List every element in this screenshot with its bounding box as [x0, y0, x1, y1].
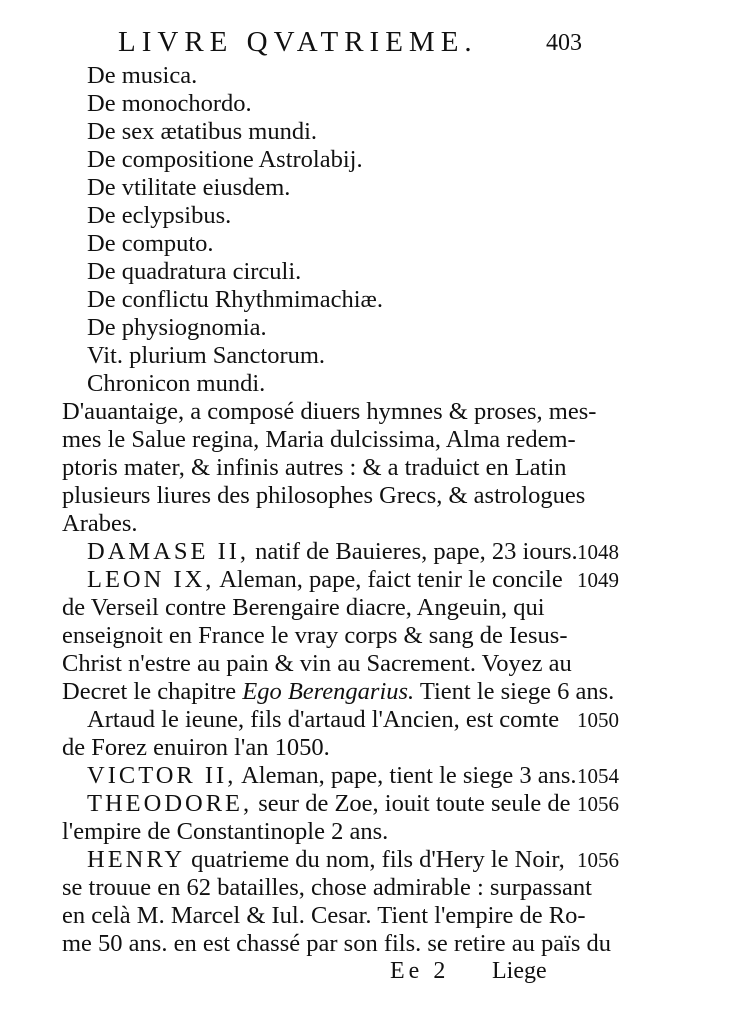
entry-text: natif de Bauieres, pape, 23 iours. [249, 538, 578, 565]
entry-name: VICTOR II, [87, 762, 237, 789]
entry-line: enseignoit en France le vray corps & sang de Iesus- [62, 622, 568, 649]
entry-text: Tient le siege 6 ans. [414, 678, 615, 705]
page-number: 403 [546, 30, 582, 56]
entry-text: Aleman, pape, faict tenir le concile [214, 566, 563, 593]
margin-year: 1056 [577, 792, 619, 816]
entry-line: Christ n'estre au pain & vin au Sacrement. Voyez au [62, 650, 572, 677]
list-item: De physiognomia. [87, 314, 267, 341]
entry-line [87, 566, 563, 594]
entry-name: LEON IX, [87, 566, 215, 593]
entry-text: quatrieme du nom, fils d'Hery le Noir, [185, 846, 565, 873]
entry-name: THEODORE, [87, 790, 253, 817]
decree-title: Ego Berengarius. [242, 678, 415, 705]
list-item: De quadratura circuli. [87, 258, 302, 285]
entry-text: Aleman, pape, tient le siege 3 ans. [236, 762, 577, 789]
margin-year: 1049 [577, 568, 619, 592]
entry-line: me 50 ans. en est chassé par son fils. se retire au païs du [62, 930, 612, 957]
margin-year: 1054 [577, 764, 619, 788]
entry-line [87, 762, 577, 790]
entry-line [62, 678, 614, 706]
entry-line: en celà M. Marcel & Iul. Cesar. Tient l'empire de Ro- [62, 902, 586, 929]
page-header [118, 22, 598, 62]
catchword: Liege [492, 958, 547, 984]
list-item: De sex ætatibus mundi. [87, 118, 318, 145]
list-item: De conflictu Rhythmimachiæ. [87, 286, 383, 313]
paragraph-line: Arabes. [62, 510, 138, 537]
paragraph-line: mes le Salue regina, Maria dulcissima, Alma redem- [62, 426, 576, 453]
margin-year: 1050 [577, 708, 619, 732]
paragraph-line: plusieurs liures des philosophes Grecs, & astrologues [62, 482, 586, 509]
list-item: De monochordo. [87, 90, 252, 117]
entry-line: l'empire de Constantinople 2 ans. [62, 818, 389, 845]
paragraph-line: D'auantaige, a composé diuers hymnes & proses, mes- [62, 398, 597, 425]
page-footer [0, 958, 743, 988]
entry-line: de Verseil contre Berengaire diacre, Angeuin, qui [62, 594, 545, 621]
entry-name: DAMASE II, [87, 538, 250, 565]
entry-line: se trouue en 62 batailles, chose admirable : surpassant [62, 874, 592, 901]
list-item: De musica. [87, 62, 198, 89]
list-item: Vit. plurium Sanctorum. [87, 342, 326, 369]
entry-line [87, 538, 578, 566]
list-item: De compositione Astrolabij. [87, 146, 363, 173]
entry-line: de Forez enuiron l'an 1050. [62, 734, 330, 761]
margin-year: 1048 [577, 540, 619, 564]
running-title: LIVRE QVATRIEME. [118, 26, 478, 58]
entry-name: HENRY [87, 846, 186, 873]
entry-text: seur de Zoe, iouit toute seule de [252, 790, 571, 817]
signature-mark: Ee 2 [390, 958, 450, 984]
margin-year: 1056 [577, 848, 619, 872]
entry-text: Decret le chapitre [62, 678, 243, 705]
list-item: De eclypsibus. [87, 202, 232, 229]
list-item: De vtilitate eiusdem. [87, 174, 291, 201]
entry-line [87, 790, 571, 818]
paragraph-line: ptoris mater, & infinis autres : & a traduict en Latin [62, 454, 567, 481]
entry-line: Artaud le ieune, fils d'artaud l'Ancien, est comte [87, 706, 560, 733]
list-item: Chronicon mundi. [87, 370, 266, 397]
list-item: De computo. [87, 230, 214, 257]
entry-line [87, 846, 565, 874]
